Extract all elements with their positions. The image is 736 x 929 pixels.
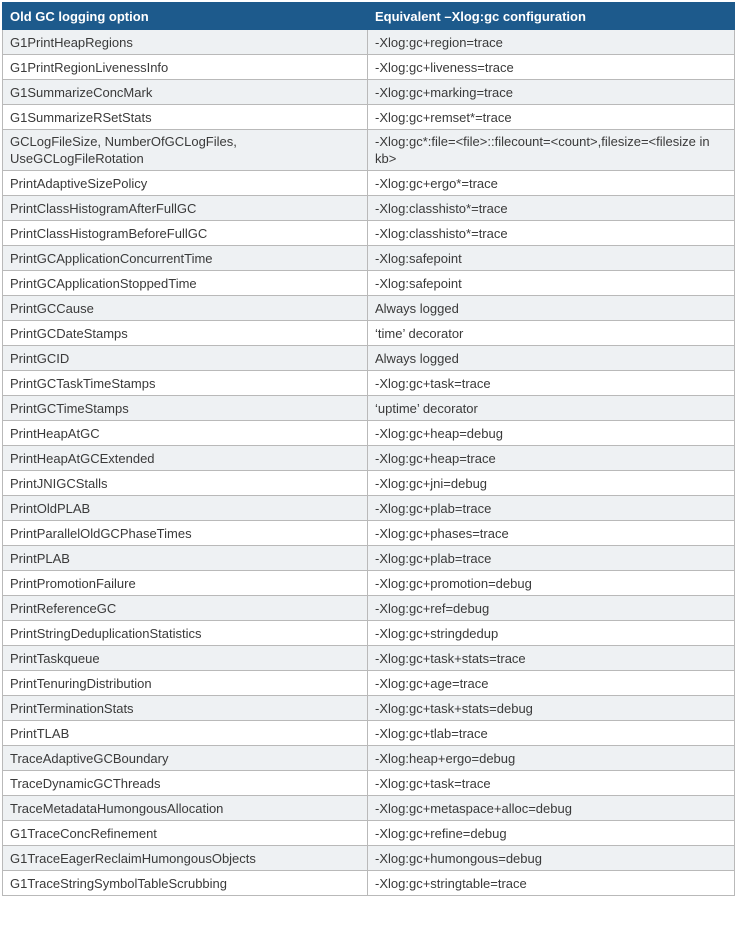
old-option-cell: PrintGCTaskTimeStamps [3, 371, 368, 396]
table-row [3, 796, 735, 821]
old-option-cell: PrintTerminationStats [3, 696, 368, 721]
xlog-config-cell: -Xlog:gc+remset*=trace [368, 105, 735, 130]
old-option-cell: G1PrintHeapRegions [3, 30, 368, 55]
old-option-cell: PrintGCDateStamps [3, 321, 368, 346]
xlog-config-cell: -Xlog:gc+task+stats=debug [368, 696, 735, 721]
table-row [3, 30, 735, 55]
table-row [3, 821, 735, 846]
table-row [3, 871, 735, 896]
old-option-cell: TraceMetadataHumongousAllocation [3, 796, 368, 821]
table-row [3, 221, 735, 246]
xlog-config-cell: -Xlog:classhisto*=trace [368, 196, 735, 221]
old-option-cell: PrintGCCause [3, 296, 368, 321]
xlog-config-cell: -Xlog:gc+refine=debug [368, 821, 735, 846]
xlog-config-cell: Always logged [368, 296, 735, 321]
table-row [3, 446, 735, 471]
table-row [3, 646, 735, 671]
old-option-cell: PrintGCApplicationStoppedTime [3, 271, 368, 296]
old-option-cell: PrintGCTimeStamps [3, 396, 368, 421]
old-option-cell: PrintStringDeduplicationStatistics [3, 621, 368, 646]
xlog-config-cell: -Xlog:gc+promotion=debug [368, 571, 735, 596]
old-option-cell: PrintParallelOldGCPhaseTimes [3, 521, 368, 546]
xlog-config-cell: -Xlog:gc+ergo*=trace [368, 171, 735, 196]
xlog-config-cell: -Xlog:gc+phases=trace [368, 521, 735, 546]
header-equivalent-config: Equivalent –Xlog:gc configuration [368, 3, 735, 30]
xlog-config-cell: -Xlog:gc+task=trace [368, 771, 735, 796]
table-row [3, 596, 735, 621]
xlog-config-cell: -Xlog:gc+stringtable=trace [368, 871, 735, 896]
old-option-cell: PrintJNIGCStalls [3, 471, 368, 496]
table-row [3, 496, 735, 521]
header-old-option: Old GC logging option [3, 3, 368, 30]
xlog-config-cell: -Xlog:heap+ergo=debug [368, 746, 735, 771]
xlog-config-cell: -Xlog:gc*:file=<file>::filecount=<count>,filesize=<filesize in kb> [368, 130, 735, 171]
old-option-cell: PrintClassHistogramBeforeFullGC [3, 221, 368, 246]
table-row [3, 80, 735, 105]
table-row [3, 846, 735, 871]
table-row [3, 396, 735, 421]
table-row [3, 271, 735, 296]
xlog-config-cell: -Xlog:gc+humongous=debug [368, 846, 735, 871]
xlog-config-cell: -Xlog:gc+marking=trace [368, 80, 735, 105]
xlog-config-cell: -Xlog:gc+region=trace [368, 30, 735, 55]
table-row [3, 696, 735, 721]
table-row [3, 246, 735, 271]
table-row [3, 671, 735, 696]
table-row [3, 371, 735, 396]
table-row [3, 105, 735, 130]
old-option-cell: G1TraceConcRefinement [3, 821, 368, 846]
table-row [3, 55, 735, 80]
table-row [3, 771, 735, 796]
table-row [3, 421, 735, 446]
old-option-cell: PrintGCID [3, 346, 368, 371]
xlog-config-cell: -Xlog:gc+plab=trace [368, 496, 735, 521]
xlog-config-cell: -Xlog:classhisto*=trace [368, 221, 735, 246]
table-row [3, 521, 735, 546]
old-option-cell: PrintTenuringDistribution [3, 671, 368, 696]
xlog-config-cell: -Xlog:gc+liveness=trace [368, 55, 735, 80]
old-option-cell: PrintPromotionFailure [3, 571, 368, 596]
table-row [3, 130, 735, 171]
xlog-config-cell: -Xlog:gc+heap=trace [368, 446, 735, 471]
table-row [3, 571, 735, 596]
old-option-cell: PrintHeapAtGCExtended [3, 446, 368, 471]
old-option-cell: PrintTLAB [3, 721, 368, 746]
old-option-cell: PrintClassHistogramAfterFullGC [3, 196, 368, 221]
table-row [3, 346, 735, 371]
table-row [3, 746, 735, 771]
xlog-config-cell: Always logged [368, 346, 735, 371]
xlog-config-cell: -Xlog:gc+task+stats=trace [368, 646, 735, 671]
old-option-cell: PrintPLAB [3, 546, 368, 571]
old-option-cell: PrintReferenceGC [3, 596, 368, 621]
xlog-config-cell: -Xlog:safepoint [368, 246, 735, 271]
table-row [3, 721, 735, 746]
old-option-cell: TraceDynamicGCThreads [3, 771, 368, 796]
old-option-cell: PrintTaskqueue [3, 646, 368, 671]
table-row [3, 171, 735, 196]
xlog-config-cell: -Xlog:gc+stringdedup [368, 621, 735, 646]
xlog-config-cell: -Xlog:gc+metaspace+alloc=debug [368, 796, 735, 821]
table-row [3, 471, 735, 496]
xlog-config-cell: ‘time’ decorator [368, 321, 735, 346]
xlog-config-cell: -Xlog:gc+jni=debug [368, 471, 735, 496]
old-option-cell: TraceAdaptiveGCBoundary [3, 746, 368, 771]
xlog-config-cell: -Xlog:gc+tlab=trace [368, 721, 735, 746]
old-option-cell: G1SummarizeConcMark [3, 80, 368, 105]
xlog-config-cell: ‘uptime’ decorator [368, 396, 735, 421]
xlog-config-cell: -Xlog:gc+ref=debug [368, 596, 735, 621]
old-option-cell: G1SummarizeRSetStats [3, 105, 368, 130]
gc-logging-table [2, 2, 735, 896]
table-row [3, 546, 735, 571]
old-option-cell: G1TraceStringSymbolTableScrubbing [3, 871, 368, 896]
table-row [3, 321, 735, 346]
old-option-cell: G1PrintRegionLivenessInfo [3, 55, 368, 80]
table-row [3, 196, 735, 221]
xlog-config-cell: -Xlog:gc+age=trace [368, 671, 735, 696]
old-option-cell: PrintAdaptiveSizePolicy [3, 171, 368, 196]
table-body [3, 30, 735, 896]
old-option-cell: PrintHeapAtGC [3, 421, 368, 446]
old-option-cell: GCLogFileSize, NumberOfGCLogFiles, UseGCLogFileRotation [3, 130, 368, 171]
table-row [3, 296, 735, 321]
table-header-row [3, 3, 735, 30]
table-row [3, 621, 735, 646]
old-option-cell: PrintGCApplicationConcurrentTime [3, 246, 368, 271]
xlog-config-cell: -Xlog:gc+heap=debug [368, 421, 735, 446]
old-option-cell: G1TraceEagerReclaimHumongousObjects [3, 846, 368, 871]
old-option-cell: PrintOldPLAB [3, 496, 368, 521]
xlog-config-cell: -Xlog:gc+task=trace [368, 371, 735, 396]
xlog-config-cell: -Xlog:safepoint [368, 271, 735, 296]
xlog-config-cell: -Xlog:gc+plab=trace [368, 546, 735, 571]
